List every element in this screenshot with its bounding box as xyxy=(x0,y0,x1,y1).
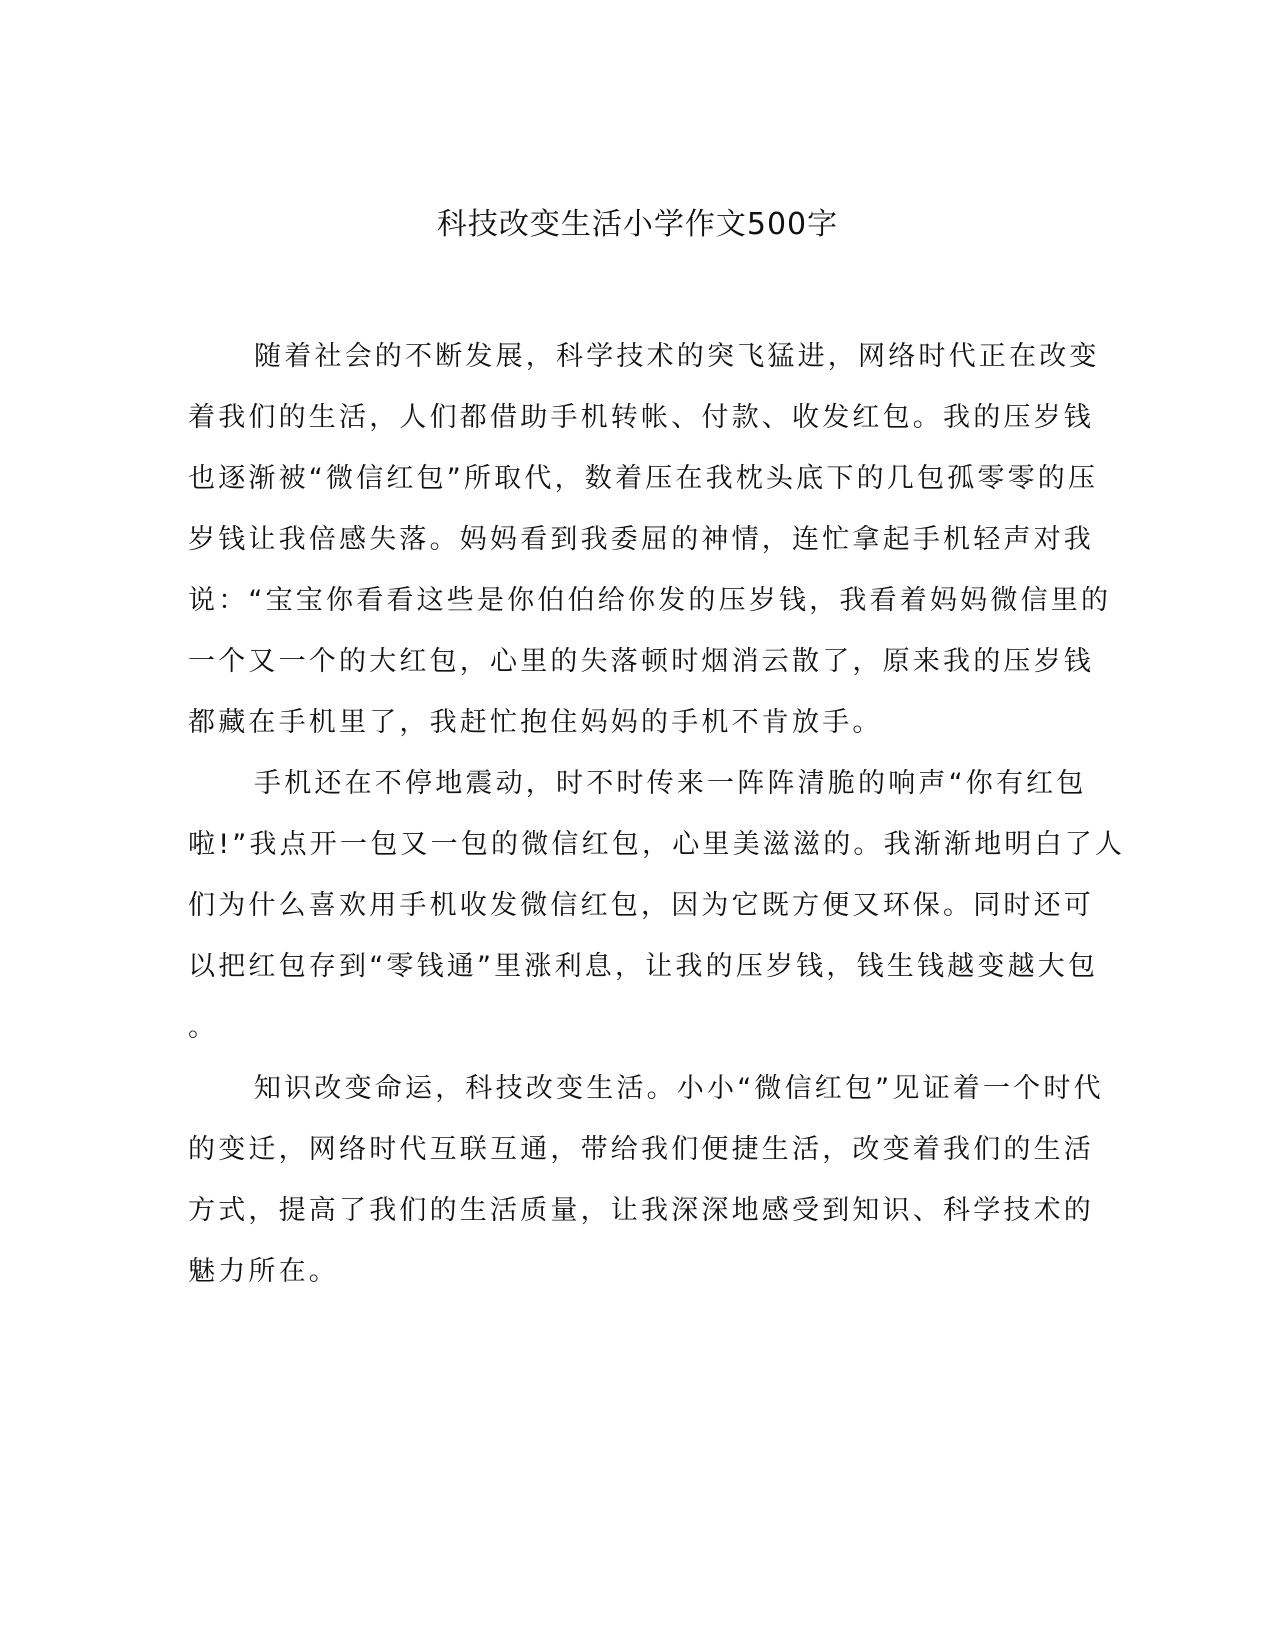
paragraph-line: 也逐渐被“微信红包”所取代，数着压在我枕头底下的几包孤零零的压 xyxy=(188,463,1099,494)
document-title: 科技改变生活小学作文500字 xyxy=(436,207,839,242)
paragraph-3 xyxy=(188,1058,1104,1302)
document-body xyxy=(188,326,1126,1302)
paragraph-line: 着我们的生活，人们都借助手机转帐、付款、收发红包。我的压岁钱 xyxy=(188,402,1094,433)
paragraph-1 xyxy=(188,326,1112,753)
paragraph-line: 以把红包存到“零钱通”里涨利息，让我的压岁钱，钱生钱越变越大包 xyxy=(188,951,1099,982)
paragraph-line: 们为什么喜欢用手机收发微信红包，因为它既方便又环保。同时还可 xyxy=(188,890,1094,921)
paragraph-line: 说：“宝宝你看看这些是你伯伯给你发的压岁钱，我看着妈妈微信里的 xyxy=(188,585,1112,616)
paragraph-line: 随着社会的不断发展，科学技术的突飞猛进，网络时代正在改变 xyxy=(254,341,1100,372)
paragraph-line: 魅力所在。 xyxy=(188,1256,339,1287)
paragraph-line: 手机还在不停地震动，时不时传来一阵阵清脆的响声“你有红包 xyxy=(254,768,1087,799)
paragraph-line: 。 xyxy=(188,1012,219,1043)
paragraph-line: 啦!”我点开一包又一包的微信红包，心里美滋滋的。我渐渐地明白了人 xyxy=(188,829,1126,860)
paragraph-line: 一个又一个的大红包，心里的失落顿时烟消云散了，原来我的压岁钱 xyxy=(188,646,1094,677)
paragraph-line: 岁钱让我倍感失落。妈妈看到我委屈的神情，连忙拿起手机轻声对我 xyxy=(188,524,1094,555)
paragraph-line: 的变迁，网络时代互联互通，带给我们便捷生活，改变着我们的生活 xyxy=(188,1134,1094,1165)
paragraph-line: 知识改变命运，科技改变生活。小小“微信红包”见证着一个时代 xyxy=(254,1073,1104,1104)
paragraph-line: 方式，提高了我们的生活质量，让我深深地感受到知识、科学技术的 xyxy=(188,1195,1094,1226)
paragraph-line: 都藏在手机里了，我赶忙抱住妈妈的手机不肯放手。 xyxy=(188,707,883,738)
paragraph-2 xyxy=(188,753,1126,1058)
